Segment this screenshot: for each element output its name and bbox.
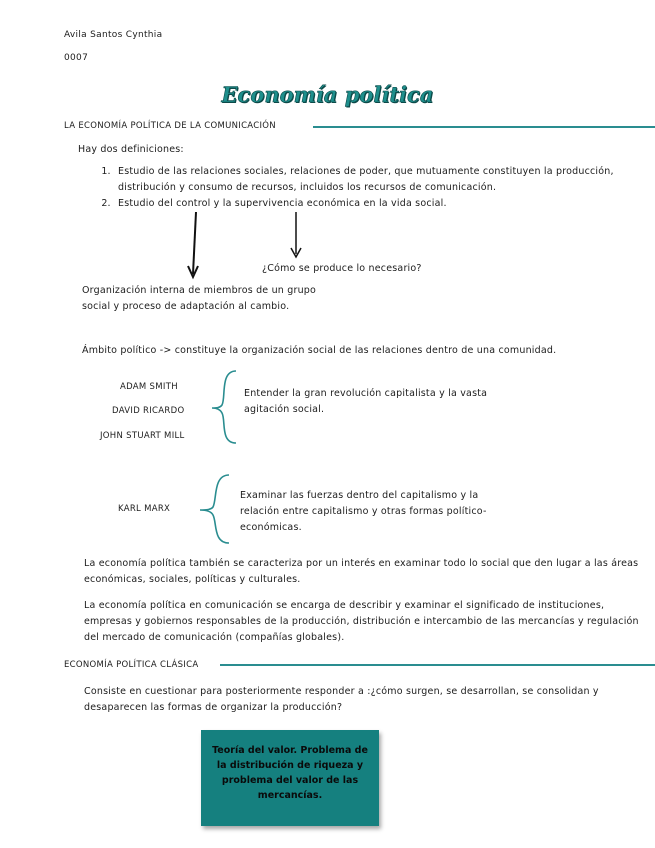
- section1-heading: LA ECONOMÍA POLÍTICA DE LA COMUNICACIÓN: [64, 121, 276, 131]
- economist-name-marx: KARL MARX: [118, 504, 171, 514]
- definition-item-2: 2. Estudio del control y la supervivencia económica en la vida social.: [114, 196, 634, 212]
- group1-description: Entender la gran revolución capitalista y la vasta agitación social.: [244, 388, 488, 415]
- sticky-note-text: Teoría del valor. Problema de la distribución de riqueza y problema del valor de las mercancías.: [212, 745, 368, 801]
- definitions-intro: Hay dos definiciones:: [78, 144, 184, 155]
- ambito-politico: Ámbito político -> constituye la organización social de las relaciones dentro de una comunidad.: [82, 345, 557, 356]
- economist-name: DAVID RICARDO: [112, 406, 185, 416]
- definitions-list: [96, 164, 634, 212]
- paragraph-interes: La economía política también se caracteriza por un interés en examinar todo lo social que den lugar a las áreas económicas, sociales, políticas y culturales.: [84, 558, 639, 585]
- economist-name: ADAM SMITH: [120, 382, 178, 392]
- author-name: Avila Santos Cynthia: [64, 30, 163, 40]
- page-title: Economía política: [221, 82, 434, 107]
- definition-item-1: 1. Estudio de las relaciones sociales, relaciones de poder, que mutuamente constituyen la producción, distribución y consumo de recursos, incluidos los recursos de comunicación.: [114, 164, 634, 196]
- economist-name: JOHN STUART MILL: [100, 431, 185, 441]
- paragraph-comunicacion: La economía política en comunicación se encarga de describir y examinar el significado de instituciones, empresas y gobiernos responsables de la producción, distribución e intercambio de las mercancías y regulación del mercado de comunicación (compañías globales).: [84, 600, 639, 643]
- section2-rule: [220, 664, 655, 666]
- curly-brace-1: [210, 368, 240, 446]
- section1-rule: [313, 126, 655, 128]
- sticky-note: [201, 730, 379, 826]
- section2-heading: ECONOMÍA POLÍTICA CLÁSICA: [64, 660, 199, 670]
- curly-brace-2: [197, 472, 233, 546]
- arrow-left-line: [193, 212, 196, 274]
- arrow-note-right: ¿Cómo se produce lo necesario?: [262, 263, 422, 274]
- arrow-note-left: Organización interna de miembros de un grupo social y proceso de adaptación al cambio.: [82, 285, 317, 312]
- group2-description: Examinar las fuerzas dentro del capitalismo y la relación entre capitalismo y otras formas político-económicas.: [240, 490, 487, 533]
- student-number: 0007: [64, 53, 89, 63]
- classic-paragraph: Consiste en cuestionar para posteriormente responder a :¿cómo surgen, se desarrollan, se consolidan y desaparecen las formas de organizar la producción?: [84, 686, 599, 713]
